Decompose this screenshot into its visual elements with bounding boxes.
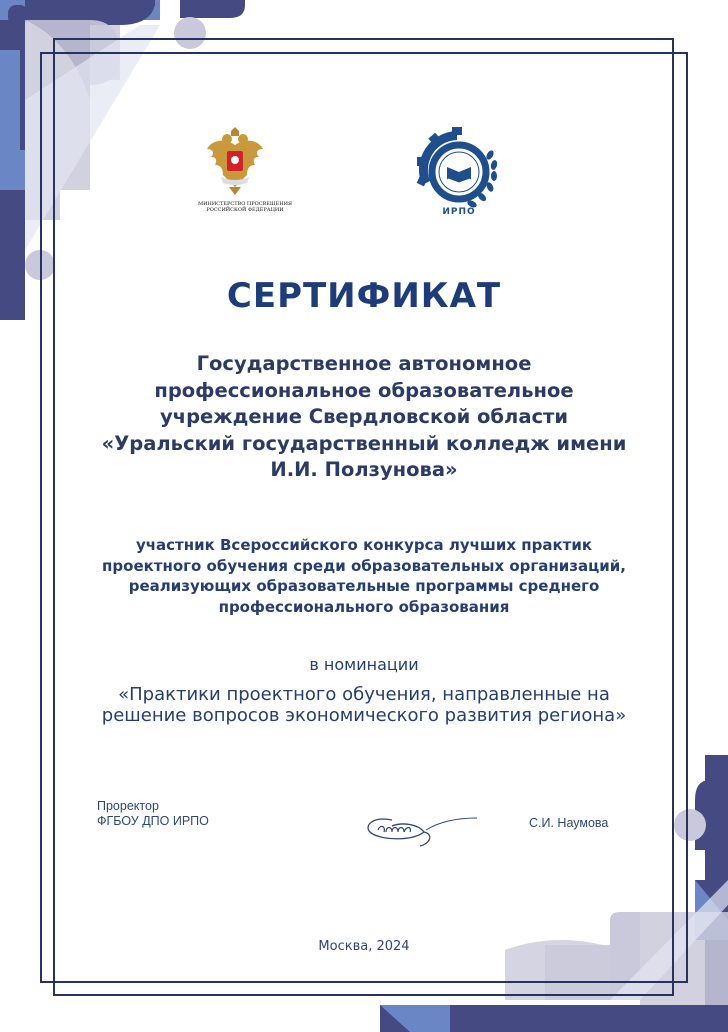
participation-line: реализующих образовательные программы среднего xyxy=(128,577,600,595)
irpo-logo-caption: ИРПО xyxy=(442,207,476,215)
recipient-line: Государственное автономное xyxy=(196,352,532,375)
nomination-line: решение вопросов экономического развития региона» xyxy=(101,705,627,726)
handwritten-signature-icon xyxy=(362,808,487,857)
ministry-caption xyxy=(190,201,300,213)
recipient-line: учреждение Свердловской области xyxy=(159,405,569,428)
ministry-caption-line1: МИНИСТЕРСТВО ПРОСВЕЩЕНИЯ xyxy=(198,201,292,207)
recipient-line: И.И. Ползунова» xyxy=(270,458,458,481)
nomination-line: «Практики проектного обучения, направленные на xyxy=(118,684,610,705)
participation-line: проектного обучения среди образовательных организаций, xyxy=(102,556,626,575)
signatory-position-line1: Проректор xyxy=(97,799,159,813)
participation-line: участник Всероссийского конкурса лучших практик xyxy=(135,536,593,554)
ministry-caption-line2: РОССИЙСКОЙ ФЕДЕРАЦИИ xyxy=(206,207,284,213)
recipient-line: профессиональное образовательное xyxy=(154,378,574,402)
certificate-title: СЕРТИФИКАТ xyxy=(226,276,502,316)
recipient-organization xyxy=(0,351,728,484)
signatory-name: С.И. Наумова xyxy=(529,816,609,830)
nomination-label: в номинации xyxy=(309,655,419,674)
nomination-title xyxy=(0,684,728,726)
irpo-emblem-icon xyxy=(412,125,502,215)
signatory-position-line2: ФГБОУ ДПО ИРПО xyxy=(97,814,209,828)
place-and-date: Москва, 2024 xyxy=(318,939,410,954)
recipient-line: «Уральский государственный колледж имени xyxy=(101,431,627,455)
ministry-emblem-icon xyxy=(205,127,265,197)
signatory-position xyxy=(97,799,209,829)
participation-line: профессионального образования xyxy=(218,597,510,616)
participation-description xyxy=(0,535,728,617)
